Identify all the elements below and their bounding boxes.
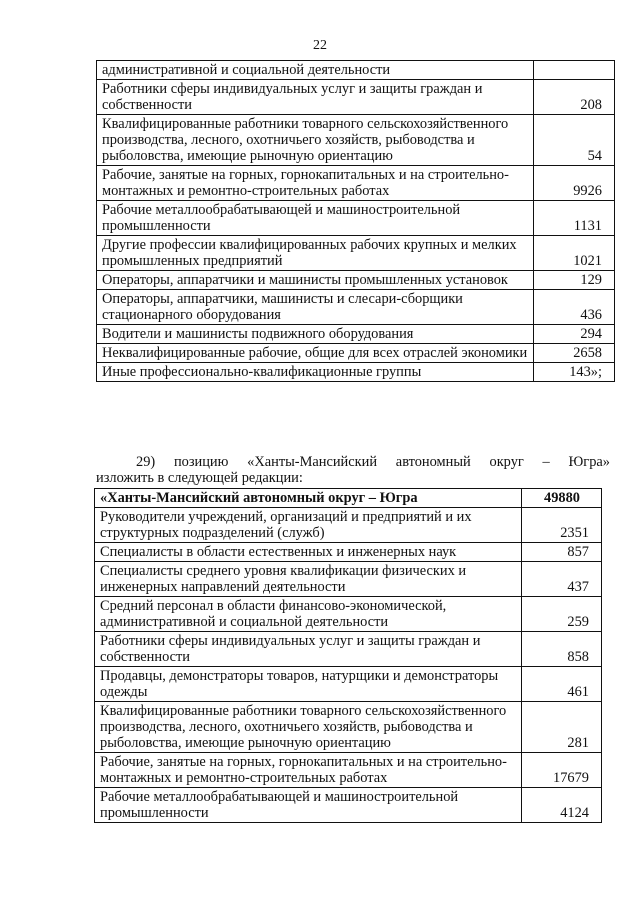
occupation-label-cell: Работники сферы индивидуальных услуг и защиты граждан и собственности	[95, 632, 522, 667]
occupation-value-cell	[534, 61, 615, 80]
occupation-value-cell: 461	[522, 667, 602, 702]
occupation-table-khmao	[94, 488, 602, 823]
occupation-value-cell: 858	[522, 632, 602, 667]
occupation-value-cell: 129	[534, 271, 615, 290]
occupation-label-cell: административной и социальной деятельности	[97, 61, 534, 80]
occupation-value-cell: 1021	[534, 236, 615, 271]
table-row	[97, 236, 615, 271]
occupation-label-cell: Другие профессии квалифицированных рабочих крупных и мелких промышленных предприятий	[97, 236, 534, 271]
occupation-label-cell: Операторы, аппаратчики, машинисты и слесари-сборщики стационарного оборудования	[97, 290, 534, 325]
occupation-label-cell: Рабочие, занятые на горных, горнокапитальных и на строительно-монтажных и ремонтно-строительных работах	[95, 753, 522, 788]
occupation-value-cell: 54	[534, 115, 615, 166]
amendment-paragraph	[96, 454, 610, 486]
occupation-value-cell: 4124	[522, 788, 602, 823]
occupation-value-cell: 9926	[534, 166, 615, 201]
region-total-cell: 49880	[522, 489, 602, 508]
occupation-value-cell: 2351	[522, 508, 602, 543]
occupation-label-cell: Работники сферы индивидуальных услуг и защиты граждан и собственности	[97, 80, 534, 115]
region-name-cell: «Ханты-Мансийский автономный округ – Югра	[95, 489, 522, 508]
page-number: 22	[313, 38, 327, 53]
occupation-value-cell: 436	[534, 290, 615, 325]
amendment-line-2: изложить в следующей редакции:	[96, 470, 303, 486]
occupation-label-cell: Квалифицированные работники товарного сельскохозяйственного производства, лесного, охотничьего хозяйств, рыбоводства и рыболовства, имеющие рыночную ориентацию	[97, 115, 534, 166]
table-row	[95, 597, 602, 632]
table-row	[97, 115, 615, 166]
occupation-value-cell: 294	[534, 325, 615, 344]
table-row	[97, 201, 615, 236]
occupation-value-cell: 857	[522, 543, 602, 562]
table-row	[95, 753, 602, 788]
table-row	[97, 271, 615, 290]
table-row	[95, 543, 602, 562]
occupation-value-cell: 437	[522, 562, 602, 597]
occupation-label-cell: Рабочие металлообрабатывающей и машиностроительной промышленности	[97, 201, 534, 236]
occupation-value-cell: 281	[522, 702, 602, 753]
table-row	[97, 61, 615, 80]
table-row	[97, 80, 615, 115]
amendment-line-1: 29) позицию «Ханты-Мансийский автономный округ – Югра»	[136, 454, 610, 470]
occupation-label-cell: Иные профессионально-квалификационные группы	[97, 363, 534, 382]
table-row	[95, 667, 602, 702]
occupation-label-cell: Операторы, аппаратчики и машинисты промышленных установок	[97, 271, 534, 290]
occupation-value-cell: 259	[522, 597, 602, 632]
occupation-label-cell: Неквалифицированные рабочие, общие для всех отраслей экономики	[97, 344, 534, 363]
table-row	[97, 166, 615, 201]
table-row	[97, 290, 615, 325]
occupation-label-cell: Водители и машинисты подвижного оборудования	[97, 325, 534, 344]
occupation-table-top	[96, 60, 615, 382]
table-row	[95, 702, 602, 753]
occupation-value-cell: 208	[534, 80, 615, 115]
table-row	[95, 508, 602, 543]
occupation-label-cell: Рабочие металлообрабатывающей и машиностроительной промышленности	[95, 788, 522, 823]
occupation-label-cell: Руководители учреждений, организаций и предприятий и их структурных подразделений (служб)	[95, 508, 522, 543]
occupation-value-cell: 17679	[522, 753, 602, 788]
table-row	[97, 325, 615, 344]
occupation-label-cell: Продавцы, демонстраторы товаров, натурщики и демонстраторы одежды	[95, 667, 522, 702]
occupation-value-cell: 2658	[534, 344, 615, 363]
table-row	[97, 344, 615, 363]
occupation-label-cell: Рабочие, занятые на горных, горнокапитальных и на строительно-монтажных и ремонтно-строительных работах	[97, 166, 534, 201]
occupation-label-cell: Специалисты среднего уровня квалификации физических и инженерных направлений деятельности	[95, 562, 522, 597]
occupation-value-cell: 1131	[534, 201, 615, 236]
table-header-row	[95, 489, 602, 508]
occupation-value-cell: 143»;	[534, 363, 615, 382]
table-row	[95, 562, 602, 597]
occupation-label-cell: Средний персонал в области финансово-экономической, административной и социальной деятельности	[95, 597, 522, 632]
occupation-label-cell: Квалифицированные работники товарного сельскохозяйственного производства, лесного, охотничьего хозяйств, рыбоводства и рыболовства, имеющие рыночную ориентацию	[95, 702, 522, 753]
table-row	[95, 788, 602, 823]
table-row	[95, 632, 602, 667]
occupation-label-cell: Специалисты в области естественных и инженерных наук	[95, 543, 522, 562]
table-row	[97, 363, 615, 382]
